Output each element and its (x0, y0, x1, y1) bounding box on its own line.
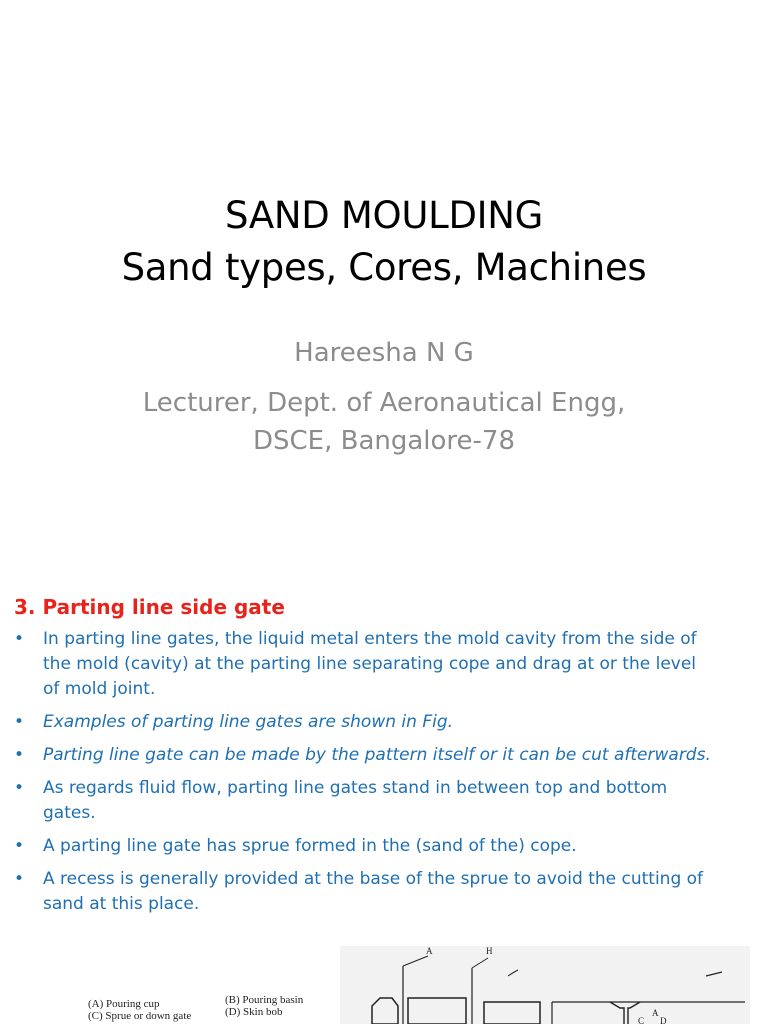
bullet-icon: • (14, 712, 25, 732)
affiliation-line-1: Lecturer, Dept. of Aeronautical Engg, (142, 388, 626, 418)
bullet-item (14, 776, 714, 826)
bullet-icon: • (14, 745, 25, 765)
bullet-icon: • (14, 629, 25, 649)
affiliation-line-2: DSCE, Bangalore-78 (252, 426, 516, 456)
bullet-item (14, 743, 714, 768)
title-line-1: SAND MOULDING (224, 194, 543, 237)
bullet-item (14, 834, 714, 859)
slide-subtitle (0, 334, 768, 460)
bullet-item (14, 710, 714, 735)
content-slide (0, 558, 768, 1024)
bullet-text: In parting line gates, the liquid metal enters the mold cavity from the side of the mold (cavity) at the parting line separating cope and drag at or the level of mold joint. (43, 629, 697, 699)
callout-label: D (660, 1016, 667, 1024)
section-heading: 3. Parting line side gate (14, 595, 285, 619)
bullet-list (14, 627, 714, 925)
bullet-icon: • (14, 778, 25, 798)
bullet-text: A parting line gate has sprue formed in the (sand of the) cope. (43, 836, 577, 856)
slide-title (0, 190, 768, 294)
bullet-text: As regards fluid flow, parting line gates stand in between top and bottom gates. (43, 778, 668, 823)
bullet-text: Examples of parting line gates are shown in Fig. (43, 712, 454, 732)
author-name: Hareesha N G (294, 338, 474, 368)
legend-item: (C) Sprue or down gate (88, 1010, 192, 1022)
bullet-icon: • (14, 869, 25, 889)
gating-figure (0, 946, 768, 1024)
callout-label: C (638, 1016, 645, 1024)
callout-label: A (426, 946, 433, 956)
legend-item: (B) Pouring basin (225, 994, 304, 1006)
figure-background (340, 946, 750, 1024)
callout-label: A (652, 1008, 659, 1018)
title-line-2: Sand types, Cores, Machines (121, 246, 647, 289)
legend-item: (A) Pouring cup (88, 998, 160, 1010)
bullet-item (14, 867, 714, 917)
legend-item: (D) Skin bob (225, 1006, 283, 1018)
bullet-text: Parting line gate can be made by the pattern itself or it can be cut afterwards. (43, 745, 711, 765)
bullet-text: A recess is generally provided at the base of the sprue to avoid the cutting of sand at this place. (43, 869, 704, 914)
bullet-item (14, 627, 714, 702)
callout-label: H (486, 946, 493, 956)
bullet-icon: • (14, 836, 25, 856)
